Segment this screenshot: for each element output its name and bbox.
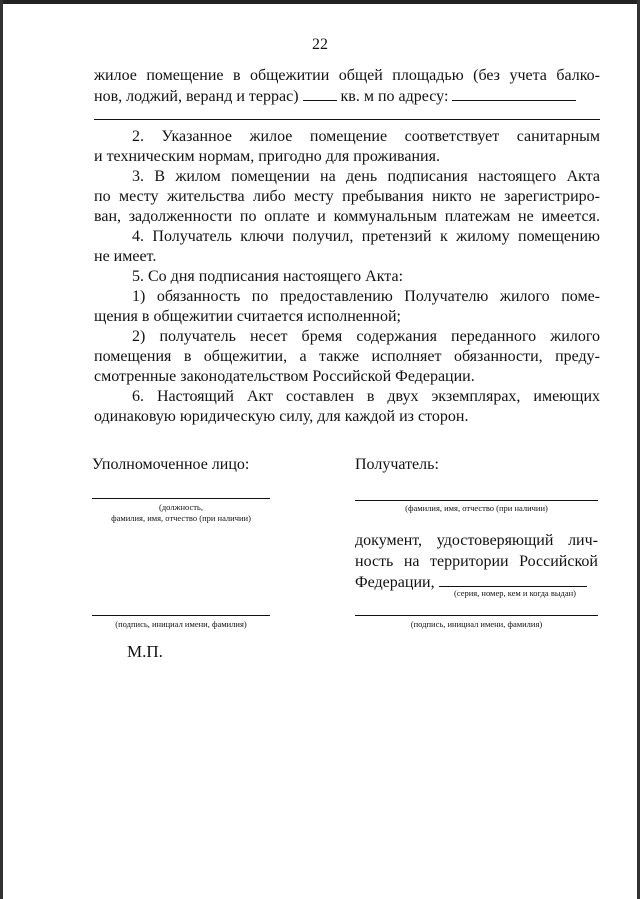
stamp-placeholder: М.П. xyxy=(127,642,163,661)
identity-document-line-1: документ, удостоверяющий лич- xyxy=(355,532,598,549)
paragraph-6-line-2: одинаковую юридическую силу, для каждой из сторон. xyxy=(94,408,469,425)
position-caption-line-1: (должность, xyxy=(159,502,203,512)
paragraph-3-line-2: по месту жительства либо месту пребывания никто не зарегистриро- xyxy=(94,188,600,205)
paragraph-5-2-line-3: смотренные законодательством Российской Федерации. xyxy=(94,368,475,385)
area-blank xyxy=(303,86,337,101)
position-caption-line-2: фамилия, имя, отчество (при наличии) xyxy=(111,513,251,523)
paragraph-2-line-1: 2. Указанное жилое помещение соответствует санитарным xyxy=(132,128,600,145)
paragraph-3-line-1: 3. В жилом помещении на день подписания настоящего Акта xyxy=(132,168,600,185)
page-number: 22 xyxy=(312,36,328,53)
paragraph-5-2-line-2: помещения в общежитии, а также исполняет обязанности, преду- xyxy=(94,348,600,365)
identity-document-block xyxy=(355,530,598,593)
intro-line-1: жилое помещение в общежитии общей площадью (без учета балко- xyxy=(94,67,600,84)
paragraph-5-2-line-1: 2) получатель несет бремя содержания переданного жилого xyxy=(132,328,600,345)
position-caption xyxy=(84,502,278,524)
paragraph-6-line-1: 6. Настоящий Акт составлен в двух экземплярах, имеющих xyxy=(132,388,600,405)
paragraph-5-1-line-2: щения в общежитии считается исполненной; xyxy=(94,308,401,325)
right-signature-caption: (подпись, инициал имени, фамилия) xyxy=(410,619,543,629)
page-border-top xyxy=(0,0,640,4)
identity-document-line-3-text: Федерации, xyxy=(355,574,435,591)
paragraph-5-line-1: 5. Со дня подписания настоящего Акта: xyxy=(132,268,404,285)
identity-document-caption: (серия, номер, кем и когда выдан) xyxy=(453,588,577,598)
address-continuation-line xyxy=(94,119,600,120)
identity-document-blank xyxy=(439,572,587,587)
left-signature-caption: (подпись, инициал имени, фамилия) xyxy=(115,619,247,629)
address-blank xyxy=(452,86,576,101)
paragraph-4-line-1: 4. Получатель ключи получил, претензий к жилому помещению xyxy=(132,228,600,245)
position-name-line xyxy=(92,498,270,499)
left-signature-line xyxy=(92,615,270,616)
intro-line-2-text: нов, лоджий, веранд и террас) xyxy=(94,88,299,105)
intro-line-2 xyxy=(94,86,600,107)
recipient-name-caption: (фамилия, имя, отчество (при наличии) xyxy=(405,503,548,513)
authorized-person-heading: Уполномоченное лицо: xyxy=(92,456,250,473)
paragraph-2-line-2: и техническим нормам, пригодно для проживания. xyxy=(94,148,440,165)
page-border-left xyxy=(0,0,3,899)
paragraph-4-line-2: не имеет. xyxy=(94,248,157,265)
paragraph-5-1-line-1: 1) обязанность по предоставлению Получателю жилого поме- xyxy=(132,288,600,305)
intro-line-2-address-label: кв. м по адресу: xyxy=(340,88,449,105)
recipient-heading: Получатель: xyxy=(355,456,439,473)
document-body xyxy=(94,66,600,427)
paragraph-3-line-3: ван, задолженности по оплате и коммунальным платежам не имеется. xyxy=(94,208,600,225)
identity-document-line-2: ность на территории Российской xyxy=(355,553,598,570)
recipient-name-line xyxy=(355,500,598,501)
right-signature-line xyxy=(355,615,598,616)
